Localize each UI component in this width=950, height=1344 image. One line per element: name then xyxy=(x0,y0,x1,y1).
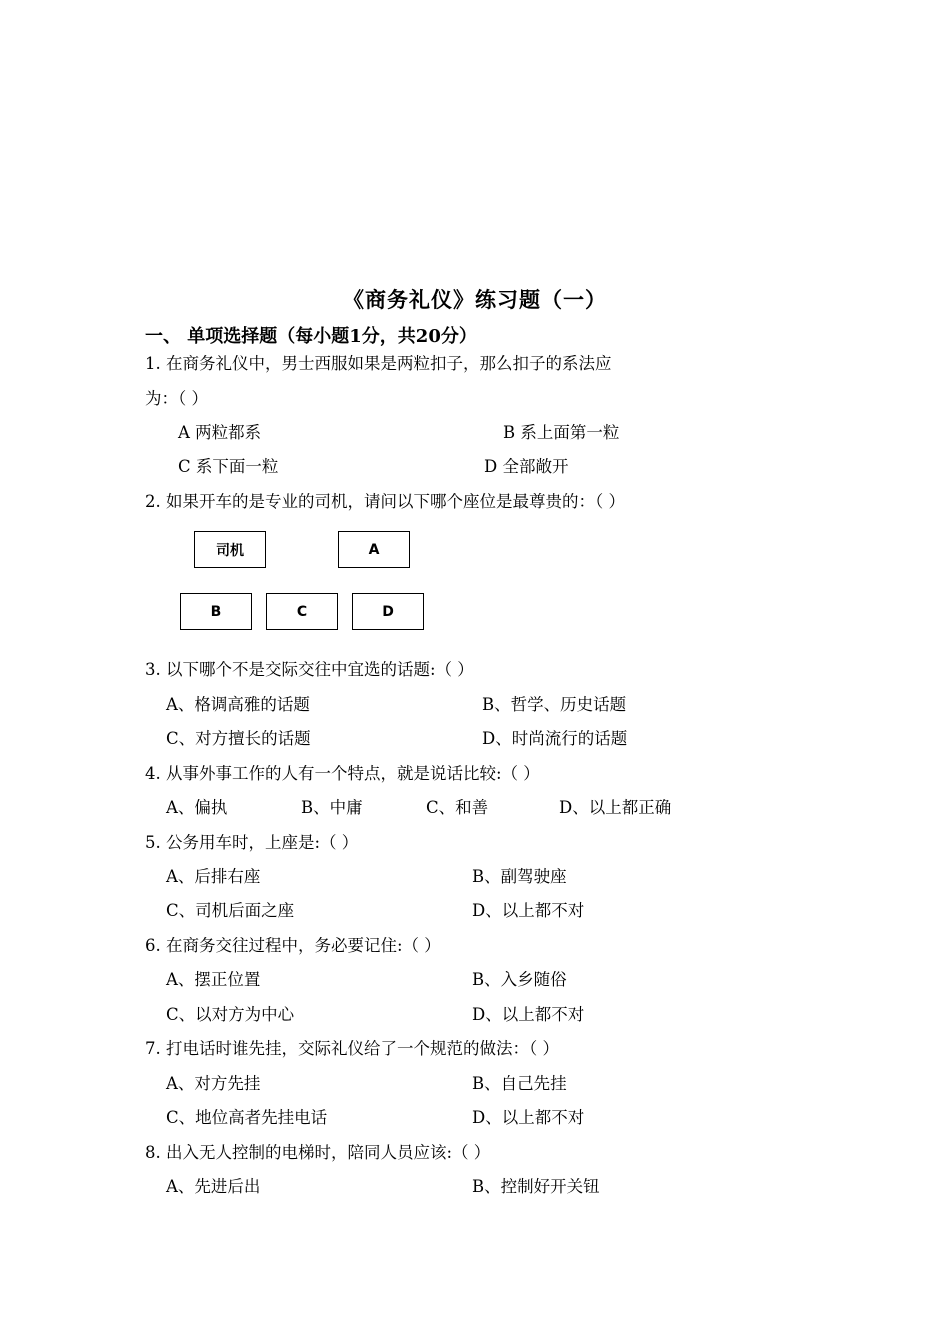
seat-a: A xyxy=(338,531,410,568)
question-4-option-d: D、以上都正确 xyxy=(559,798,672,817)
question-3-option-b: B、哲学、历史话题 xyxy=(482,695,627,714)
question-6-option-c: C、以对方为中心 xyxy=(166,1005,295,1024)
question-2-line1: 2. 如果开车的是专业的司机，请问以下哪个座位是最尊贵的：（ ） xyxy=(145,492,625,511)
question-5-option-b: B、副驾驶座 xyxy=(472,867,567,886)
question-5-option-a: A、后排右座 xyxy=(166,867,261,886)
question-3-line1: 3. 以下哪个不是交际交往中宜选的话题:（ ） xyxy=(145,660,474,679)
question-7-option-a: A、对方先挂 xyxy=(166,1074,261,1093)
question-7-option-c: C、地位高者先挂电话 xyxy=(166,1108,328,1127)
question-3-option-a: A、格调高雅的话题 xyxy=(166,695,310,714)
question-5-option-c: C、司机后面之座 xyxy=(166,901,295,920)
question-5-option-d: D、以上都不对 xyxy=(472,901,585,920)
question-6-option-d: D、以上都不对 xyxy=(472,1005,585,1024)
question-1-option-c: C 系下面一粒 xyxy=(178,457,279,476)
question-7-line1: 7. 打电话时谁先挂，交际礼仪给了一个规范的做法：（ ） xyxy=(145,1039,559,1058)
question-4-option-b: B、中庸 xyxy=(301,798,363,817)
page-title: 《商务礼仪》练习题（一） xyxy=(343,287,607,312)
question-8-option-b: B、控制好开关钮 xyxy=(472,1177,600,1196)
question-1-option-a: A 两粒都系 xyxy=(178,423,262,442)
question-6-line1: 6. 在商务交往过程中，务必要记住:（ ） xyxy=(145,936,441,955)
question-3-option-c: C、对方擅长的话题 xyxy=(166,729,311,748)
question-8-option-a: A、先进后出 xyxy=(166,1177,261,1196)
question-3-option-d: D、时尚流行的话题 xyxy=(482,729,628,748)
seat-c: C xyxy=(266,593,338,630)
question-1-line2: 为：（ ） xyxy=(145,389,208,408)
section-heading: 一、 单项选择题（每小题1分，共20分） xyxy=(145,326,477,347)
question-6-option-b: B、入乡随俗 xyxy=(472,970,567,989)
question-4-option-c: C、和善 xyxy=(426,798,489,817)
seat-b: B xyxy=(180,593,252,630)
question-7-option-b: B、自己先挂 xyxy=(472,1074,567,1093)
seat-d: D xyxy=(352,593,424,630)
question-6-option-a: A、摆正位置 xyxy=(166,970,261,989)
question-4-line1: 4. 从事外事工作的人有一个特点，就是说话比较:（ ） xyxy=(145,764,540,783)
question-8-line1: 8. 出入无人控制的电梯时，陪同人员应该:（ ） xyxy=(145,1143,491,1162)
seat-driver: 司机 xyxy=(194,531,266,568)
question-1-option-d: D 全部敞开 xyxy=(484,457,569,476)
question-1-line1: 1. 在商务礼仪中，男士西服如果是两粒扣子，那么扣子的系法应 xyxy=(145,354,612,373)
question-1-option-b: B 系上面第一粒 xyxy=(503,423,620,442)
question-5-line1: 5. 公务用车时，上座是:（ ） xyxy=(145,833,359,852)
question-7-option-d: D、以上都不对 xyxy=(472,1108,585,1127)
question-4-option-a: A、偏执 xyxy=(166,798,228,817)
